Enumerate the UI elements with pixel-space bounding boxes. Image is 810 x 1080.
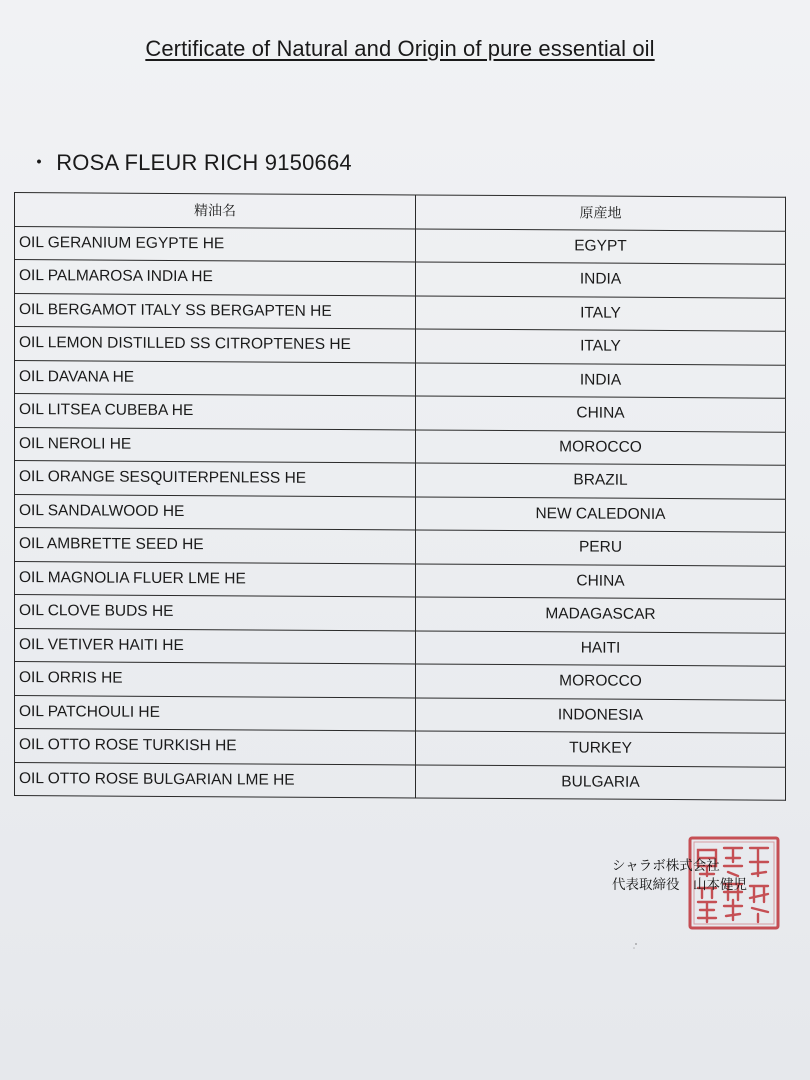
table-row <box>15 729 786 767</box>
product-bullet: ・ <box>28 150 51 175</box>
origin-cell: ITALY <box>416 329 786 365</box>
oil-name-cell: OIL CLOVE BUDS HE <box>15 595 416 631</box>
table-row <box>15 360 786 398</box>
table-row <box>15 394 786 432</box>
origin-cell: ITALY <box>416 295 786 331</box>
origin-cell: EGYPT <box>416 228 786 264</box>
table-row <box>15 662 786 700</box>
table-row <box>15 260 786 298</box>
oil-name-cell: OIL GERANIUM EGYPTE HE <box>15 226 416 262</box>
table-row <box>15 293 786 331</box>
table-row <box>15 494 786 532</box>
table-row <box>15 226 786 264</box>
origin-cell: CHINA <box>416 563 786 599</box>
essential-oil-table <box>14 192 786 801</box>
column-header-origin: 原産地 <box>416 195 786 231</box>
table-row <box>15 427 786 465</box>
product-name: ROSA FLEUR RICH 9150664 <box>56 150 352 175</box>
oil-name-cell: OIL AMBRETTE SEED HE <box>15 528 416 564</box>
oil-name-cell: OIL ORANGE SESQUITERPENLESS HE <box>15 461 416 497</box>
table-row <box>15 695 786 733</box>
oil-name-cell: OIL VETIVER HAITI HE <box>15 628 416 664</box>
table-row <box>15 628 786 666</box>
oil-name-cell: OIL PALMAROSA INDIA HE <box>15 260 416 296</box>
origin-cell: INDIA <box>416 262 786 298</box>
oil-name-cell: OIL ORRIS HE <box>15 662 416 698</box>
origin-cell: BULGARIA <box>416 764 786 800</box>
oil-name-cell: OIL NEROLI HE <box>15 427 416 463</box>
product-line <box>28 146 352 177</box>
table-row <box>15 327 786 365</box>
origin-cell: MADAGASCAR <box>416 597 786 633</box>
origin-cell: INDIA <box>416 362 786 398</box>
oil-name-cell: OIL PATCHOULI HE <box>15 695 416 731</box>
oil-name-cell: OIL DAVANA HE <box>15 360 416 396</box>
company-name: シャラボ株式会社 <box>612 858 720 874</box>
oil-name-cell: OIL MAGNOLIA FLUER LME HE <box>15 561 416 597</box>
origin-cell: NEW CALEDONIA <box>416 496 786 532</box>
oil-name-cell: OIL SANDALWOOD HE <box>15 494 416 530</box>
origin-cell: MOROCCO <box>416 429 786 465</box>
oil-name-cell: OIL LITSEA CUBEBA HE <box>15 394 416 430</box>
oil-name-cell: OIL BERGAMOT ITALY SS BERGAPTEN HE <box>15 293 416 329</box>
origin-cell: BRAZIL <box>416 463 786 499</box>
document-title: Certificate of Natural and Origin of pure essential oil <box>145 36 655 61</box>
origin-cell: CHINA <box>416 396 786 432</box>
origin-cell: MOROCCO <box>416 664 786 700</box>
oil-name-cell: OIL OTTO ROSE TURKISH HE <box>15 729 416 765</box>
origin-cell: TURKEY <box>416 731 786 767</box>
table-row <box>15 461 786 499</box>
table-body <box>15 226 786 800</box>
origin-cell: HAITI <box>416 630 786 666</box>
column-header-oil-name: 精油名 <box>15 193 416 229</box>
origin-cell: INDONESIA <box>416 697 786 733</box>
signature-block <box>612 857 747 895</box>
oil-name-cell: OIL LEMON DISTILLED SS CITROPTENES HE <box>15 327 416 363</box>
representative-name: 代表取締役 山本健児 <box>612 877 747 893</box>
table-row <box>15 595 786 633</box>
table-row <box>15 561 786 599</box>
table-row <box>15 528 786 566</box>
table-header-row <box>15 193 786 231</box>
origin-cell: PERU <box>416 530 786 566</box>
oil-name-cell: OIL OTTO ROSE BULGARIAN LME HE <box>15 762 416 798</box>
table-row <box>15 762 786 800</box>
